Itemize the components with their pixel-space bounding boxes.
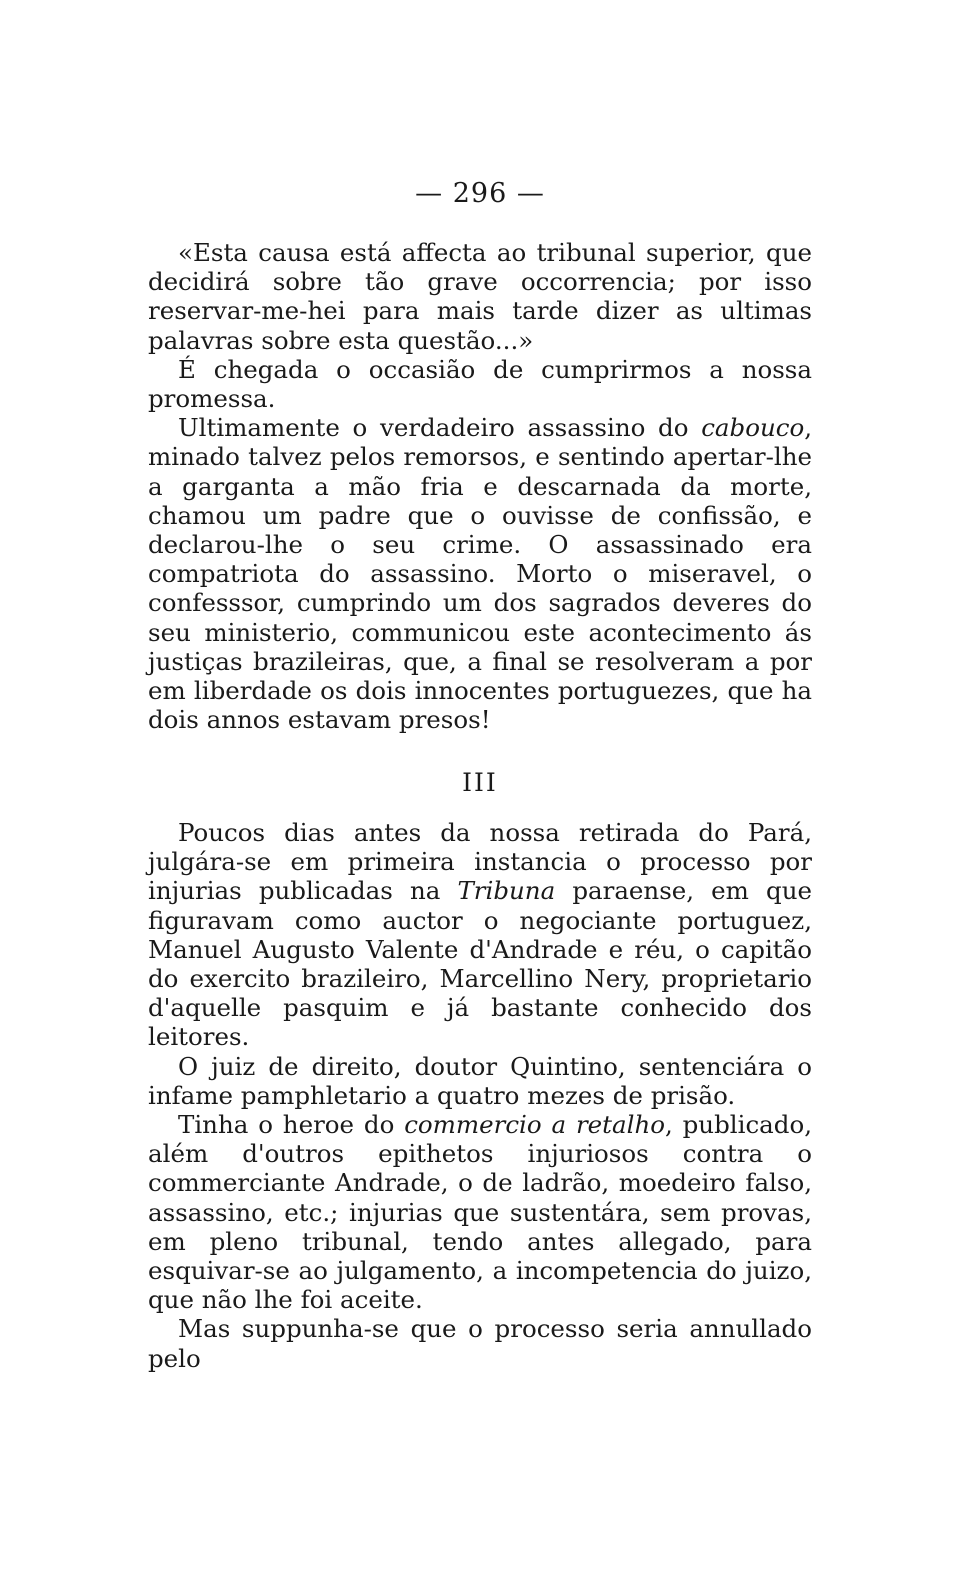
paragraph-text: paraense, em que figuravam como auctor o negociante portuguez, Manuel Augusto Valente d'Andrade e réu, o capitão do exercito brazileiro, Marcellino Nery, proprietario d'aquelle pasquim e já bastante conhecido dos leitores. (148, 876, 812, 1052)
text-block-bottom (148, 818, 812, 1373)
paragraph-text: Tinha o heroe do (178, 1110, 405, 1140)
paragraph-text: Poucos dias antes da nossa retirada do Pará, julgára-se em primeira instancia o processo por injurias publicadas na (148, 818, 812, 906)
text-block-top (148, 238, 812, 734)
italic-term: Tribuna (457, 876, 556, 906)
paragraph-text: , publicado, além d'outros epithetos injuriosos contra o commerciante Andrade, o de ladrão, moedeiro falso, assassino, etc.; injurias que sustentára, sem provas, em pleno tribunal, tendo antes allegado, para esquivar-se ao julgamento, a incompetencia do juizo, que não lhe foi aceite. (148, 1110, 812, 1315)
paragraph-trial (148, 818, 812, 1052)
italic-term: cabouco (701, 413, 805, 443)
paragraph-confession (148, 413, 812, 734)
paragraph-promise: É chegada o occasião de cumprirmos a nossa promessa. (148, 354, 812, 414)
paragraph-text: , minado talvez pelos remorsos, e sentindo apertar-lhe a garganta a mão fria e descarnada da morte, chamou um padre que o ouvisse de confissão, e declarou-lhe o seu crime. O assassinado era compatriota do assassino. Morto o miseravel, o confesssor, cumprindo um dos sagrados deveres do seu ministerio, communicou este acontecimento ás justiças brazileiras, que, a final se resolveram a por em liberdade os dois innocentes portuguezes, que ha dois annos estavam presos! (148, 413, 812, 735)
italic-term: commercio a retalho (404, 1110, 665, 1140)
paragraph-quote: «Esta causa está affecta ao tribunal superior, que decidirá sobre tão grave occorrencia; por isso reservar-me-hei para mais tarde dizer as ultimas palavras sobre esta questão...» (148, 238, 812, 355)
paragraph-text: Ultimamente o verdadeiro assassino do (178, 413, 702, 443)
paragraph-sentence: O juiz de direito, doutor Quintino, sentenciára o infame pamphletario a quatro mezes de prisão. (148, 1051, 812, 1110)
paragraph-continuation: Mas suppunha-se que o processo seria annullado pelo (148, 1314, 812, 1373)
paragraph-insults (148, 1110, 812, 1314)
page-number: — 296 — (415, 178, 545, 209)
section-heading: III (462, 768, 498, 797)
